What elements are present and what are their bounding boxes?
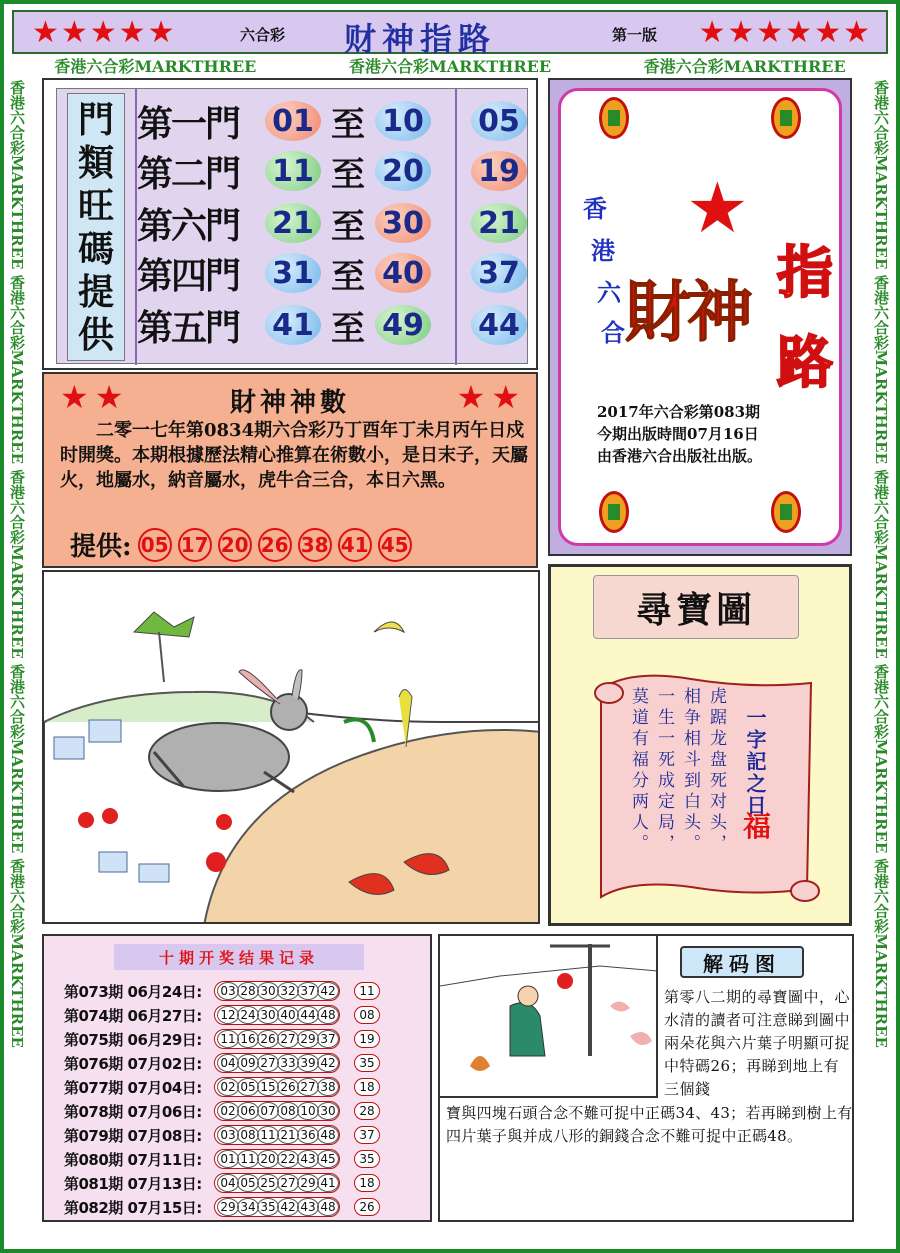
door-to-word: 至	[331, 104, 365, 145]
result-numbers	[214, 1173, 340, 1193]
door-name: 第五門	[137, 306, 240, 349]
result-number: 42	[317, 1054, 339, 1072]
result-number: 28	[237, 982, 259, 1000]
door-to-word: 至	[331, 206, 365, 247]
gods-stars-left: ★★	[60, 378, 130, 416]
result-number: 11	[237, 1150, 259, 1168]
marquee-left: 香港六合彩MARKTHREE 香港六合彩MARKTHREE 香港六合彩MARKTHREE 香港六合彩MARKTHREE 香港六合彩MARKTHREE	[8, 80, 26, 1048]
poster-lu: 路	[777, 330, 833, 396]
poster-info	[597, 401, 827, 467]
gods-tigong-label: 提供:	[70, 532, 132, 562]
result-row	[64, 1196, 430, 1218]
result-special-number: 19	[354, 1030, 380, 1048]
rabbit-illustration	[42, 570, 540, 924]
result-row	[64, 1100, 430, 1122]
header-banner	[12, 10, 888, 58]
result-number: 32	[277, 982, 299, 1000]
result-number: 48	[317, 1006, 339, 1024]
result-number: 38	[317, 1078, 339, 1096]
result-number: 44	[297, 1006, 319, 1024]
coin-icon	[599, 97, 629, 139]
door-row	[137, 97, 527, 145]
result-numbers	[214, 1053, 340, 1073]
header-edition: 第一版	[612, 26, 658, 44]
door-from-ball: 21	[265, 203, 321, 243]
result-number: 06	[237, 1102, 259, 1120]
result-number: 04	[217, 1054, 239, 1072]
star-icon: ★	[686, 167, 749, 249]
decode-title: 解码图	[680, 946, 804, 978]
door-name: 第二門	[137, 152, 240, 195]
result-special-number: 18	[354, 1078, 380, 1096]
result-number: 48	[317, 1198, 339, 1216]
result-numbers	[214, 1197, 340, 1217]
result-number: 37	[317, 1030, 339, 1048]
result-number: 42	[277, 1198, 299, 1216]
result-row	[64, 1004, 430, 1026]
result-special-number: 35	[354, 1150, 380, 1168]
result-numbers	[214, 1005, 340, 1025]
result-row	[64, 1052, 430, 1074]
door-from-ball: 31	[265, 253, 321, 293]
result-number: 42	[317, 982, 339, 1000]
result-number: 26	[277, 1078, 299, 1096]
result-number: 29	[297, 1030, 319, 1048]
door-from-ball: 41	[265, 305, 321, 345]
result-number: 41	[317, 1174, 339, 1192]
results-title: 十期开奖结果记录	[114, 944, 364, 970]
coin-icon	[771, 491, 801, 533]
result-issue: 第080期 07月11日:	[64, 1150, 202, 1169]
treasure-fu: 福	[743, 810, 772, 843]
decode-panel	[438, 934, 854, 1222]
result-number: 07	[257, 1102, 279, 1120]
result-issue: 第081期 07月13日:	[64, 1174, 202, 1193]
result-number: 01	[217, 1150, 239, 1168]
door-side-title	[67, 93, 125, 361]
door-pick-ball: 21	[471, 203, 527, 243]
result-number: 39	[297, 1054, 319, 1072]
decode-text-2: 寶與四塊石頭合念不難可捉中正碼34、43；若再睇到樹上有四片葉子與并成八形的銅錢合念不難可捉中正碼48。	[446, 1104, 853, 1145]
result-special-number: 26	[354, 1198, 380, 1216]
result-issue: 第079期 07月08日:	[64, 1126, 202, 1145]
treasure-poem-line: 虎踞龙盘死对头，	[706, 687, 726, 855]
rabbit-scene-image	[44, 572, 540, 924]
result-number: 27	[277, 1030, 299, 1048]
result-numbers	[214, 1077, 340, 1097]
result-number: 21	[277, 1126, 299, 1144]
door-side-char: 門	[77, 98, 114, 141]
poster-panel	[548, 78, 852, 556]
result-row	[64, 1076, 430, 1098]
result-numbers	[214, 1149, 340, 1169]
door-pick-ball: 37	[471, 253, 527, 293]
door-from-ball: 01	[265, 101, 321, 141]
result-number: 20	[257, 1150, 279, 1168]
door-from-ball: 11	[265, 151, 321, 191]
coin-icon	[771, 97, 801, 139]
gods-numbers	[70, 526, 412, 563]
result-number: 27	[277, 1174, 299, 1192]
marquee-text: 香港六合彩MARKTHREE	[643, 57, 846, 76]
result-issue: 第076期 07月02日:	[64, 1054, 202, 1073]
result-number: 09	[237, 1054, 259, 1072]
result-number: 48	[317, 1126, 339, 1144]
header-stars-right: ★★★★★★	[698, 15, 872, 50]
door-side-char: 旺	[77, 184, 114, 227]
door-to-word: 至	[331, 308, 365, 349]
header-title: 财神指路	[344, 20, 497, 58]
result-number: 26	[257, 1030, 279, 1048]
result-number: 30	[317, 1102, 339, 1120]
treasure-panel	[548, 564, 852, 926]
header-stars-left: ★★★★★	[32, 15, 177, 50]
result-row	[64, 1172, 430, 1194]
poster-info-line: 今期出版時間07月16日	[597, 425, 759, 443]
result-number: 10	[297, 1102, 319, 1120]
door-pick-ball: 44	[471, 305, 527, 345]
poster-info-line: 由香港六合出版社出版。	[597, 447, 763, 465]
result-row	[64, 980, 430, 1002]
result-number: 02	[217, 1078, 239, 1096]
door-to-word: 至	[331, 154, 365, 195]
result-number: 45	[317, 1150, 339, 1168]
result-issue: 第082期 07月15日:	[64, 1198, 202, 1217]
door-name: 第四門	[137, 254, 240, 297]
result-number: 05	[237, 1174, 259, 1192]
marquee-text: 香港六合彩MARKTHREE	[54, 57, 257, 76]
result-number: 37	[297, 982, 319, 1000]
result-special-number: 35	[354, 1054, 380, 1072]
result-number: 03	[217, 982, 239, 1000]
poster-hk-char: 六	[597, 278, 621, 307]
result-numbers	[214, 1101, 340, 1121]
coin-icon	[599, 491, 629, 533]
result-number: 08	[277, 1102, 299, 1120]
door-side-char: 供	[77, 313, 114, 356]
poster-hk-char: 合	[601, 318, 625, 347]
gods-number: 20	[218, 528, 252, 562]
door-pick-ball: 19	[471, 151, 527, 191]
door-row	[137, 199, 527, 247]
result-number: 43	[297, 1198, 319, 1216]
door-panel-inner	[56, 88, 528, 364]
result-number: 34	[237, 1198, 259, 1216]
result-special-number: 11	[354, 982, 380, 1000]
gods-number: 45	[378, 528, 412, 562]
door-panel	[42, 78, 538, 370]
gods-stars-right: ★★	[456, 378, 526, 416]
door-row	[137, 249, 527, 297]
result-number: 25	[257, 1174, 279, 1192]
gods-number: 26	[258, 528, 292, 562]
door-to-ball: 10	[375, 101, 431, 141]
result-issue: 第074期 06月27日:	[64, 1006, 202, 1025]
door-to-ball: 40	[375, 253, 431, 293]
result-number: 05	[237, 1078, 259, 1096]
door-to-ball: 30	[375, 203, 431, 243]
result-number: 16	[237, 1030, 259, 1048]
result-issue: 第073期 06月24日:	[64, 982, 202, 1001]
poster-hk-char: 港	[591, 236, 615, 265]
door-to-word: 至	[331, 256, 365, 297]
door-pick-ball: 05	[471, 101, 527, 141]
treasure-side-text: 一字記之日	[743, 707, 767, 817]
marquee-top	[10, 54, 890, 76]
gods-text: 二零一七年第0834期六合彩乃丁酉年丁未月丙午日戍时開獎。本期根據歷法精心推算在術數小，是日末子，天屬火，地屬水，納音屬水，虎牛合三合，本日六黑。	[60, 420, 528, 491]
result-number: 29	[297, 1174, 319, 1192]
result-number: 30	[257, 1006, 279, 1024]
door-to-ball: 49	[375, 305, 431, 345]
result-issue: 第077期 07月04日:	[64, 1078, 202, 1097]
result-number: 08	[237, 1126, 259, 1144]
treasure-title: 尋寶圖	[593, 575, 799, 639]
door-to-ball: 20	[375, 151, 431, 191]
result-number: 12	[217, 1006, 239, 1024]
poster-info-line: 2017年六合彩第083期	[597, 403, 761, 421]
door-side-char: 類	[77, 141, 114, 184]
result-special-number: 37	[354, 1126, 380, 1144]
marquee-text: 香港六合彩MARKTHREE	[348, 57, 552, 76]
poster-zhi: 指	[777, 240, 833, 306]
door-row	[137, 301, 527, 349]
result-number: 27	[297, 1078, 319, 1096]
result-number: 11	[257, 1126, 279, 1144]
door-side-char: 碼	[77, 227, 114, 270]
treasure-poem-line: 一生一死成定局，	[654, 687, 674, 855]
poster-frame	[558, 88, 842, 546]
door-row	[137, 147, 527, 195]
treasure-poem-line: 莫道有福分两人。	[628, 687, 648, 855]
decode-scene-image	[440, 936, 658, 1098]
result-number: 15	[257, 1078, 279, 1096]
result-row	[64, 1124, 430, 1146]
result-number: 02	[217, 1102, 239, 1120]
result-number: 30	[257, 982, 279, 1000]
decode-illustration	[440, 936, 658, 1098]
treasure-poem-line: 相争相斗到白头。	[680, 687, 700, 855]
result-special-number: 28	[354, 1102, 380, 1120]
result-special-number: 18	[354, 1174, 380, 1192]
result-numbers	[214, 981, 340, 1001]
header-subtitle: 六合彩	[240, 26, 286, 44]
poster-hk-char: 香	[583, 194, 607, 223]
door-side-char: 提	[77, 270, 114, 313]
result-number: 36	[297, 1126, 319, 1144]
door-name: 第六門	[137, 204, 240, 247]
poster-cai: 財神	[625, 273, 749, 351]
decode-text-1: 第零八二期的尋寶圖中，心水清的讀者可注意睇到圖中兩朵花與六片葉子明顯可捉中特碼26；再睇到地上有三個錢	[664, 988, 851, 1098]
result-numbers	[214, 1029, 340, 1049]
result-row	[64, 1028, 430, 1050]
result-number: 33	[277, 1054, 299, 1072]
marquee-right: 香港六合彩MARKTHREE 香港六合彩MARKTHREE 香港六合彩MARKTHREE 香港六合彩MARKTHREE 香港六合彩MARKTHREE	[872, 80, 890, 1048]
results-panel	[42, 934, 432, 1222]
gods-number: 05	[138, 528, 172, 562]
result-number: 22	[277, 1150, 299, 1168]
result-number: 04	[217, 1174, 239, 1192]
result-number: 35	[257, 1198, 279, 1216]
result-numbers	[214, 1125, 340, 1145]
result-number: 27	[257, 1054, 279, 1072]
gods-panel	[42, 372, 538, 568]
result-number: 24	[237, 1006, 259, 1024]
result-special-number: 08	[354, 1006, 380, 1024]
door-name: 第一門	[137, 102, 240, 145]
gods-number: 17	[178, 528, 212, 562]
result-row	[64, 1148, 430, 1170]
result-issue: 第078期 07月06日:	[64, 1102, 202, 1121]
result-issue: 第075期 06月29日:	[64, 1030, 202, 1049]
gods-number: 38	[298, 528, 332, 562]
gods-number: 41	[338, 528, 372, 562]
gods-title: 財神神數	[229, 388, 350, 418]
result-number: 11	[217, 1030, 239, 1048]
result-number: 43	[297, 1150, 319, 1168]
result-number: 03	[217, 1126, 239, 1144]
result-number: 29	[217, 1198, 239, 1216]
result-number: 40	[277, 1006, 299, 1024]
